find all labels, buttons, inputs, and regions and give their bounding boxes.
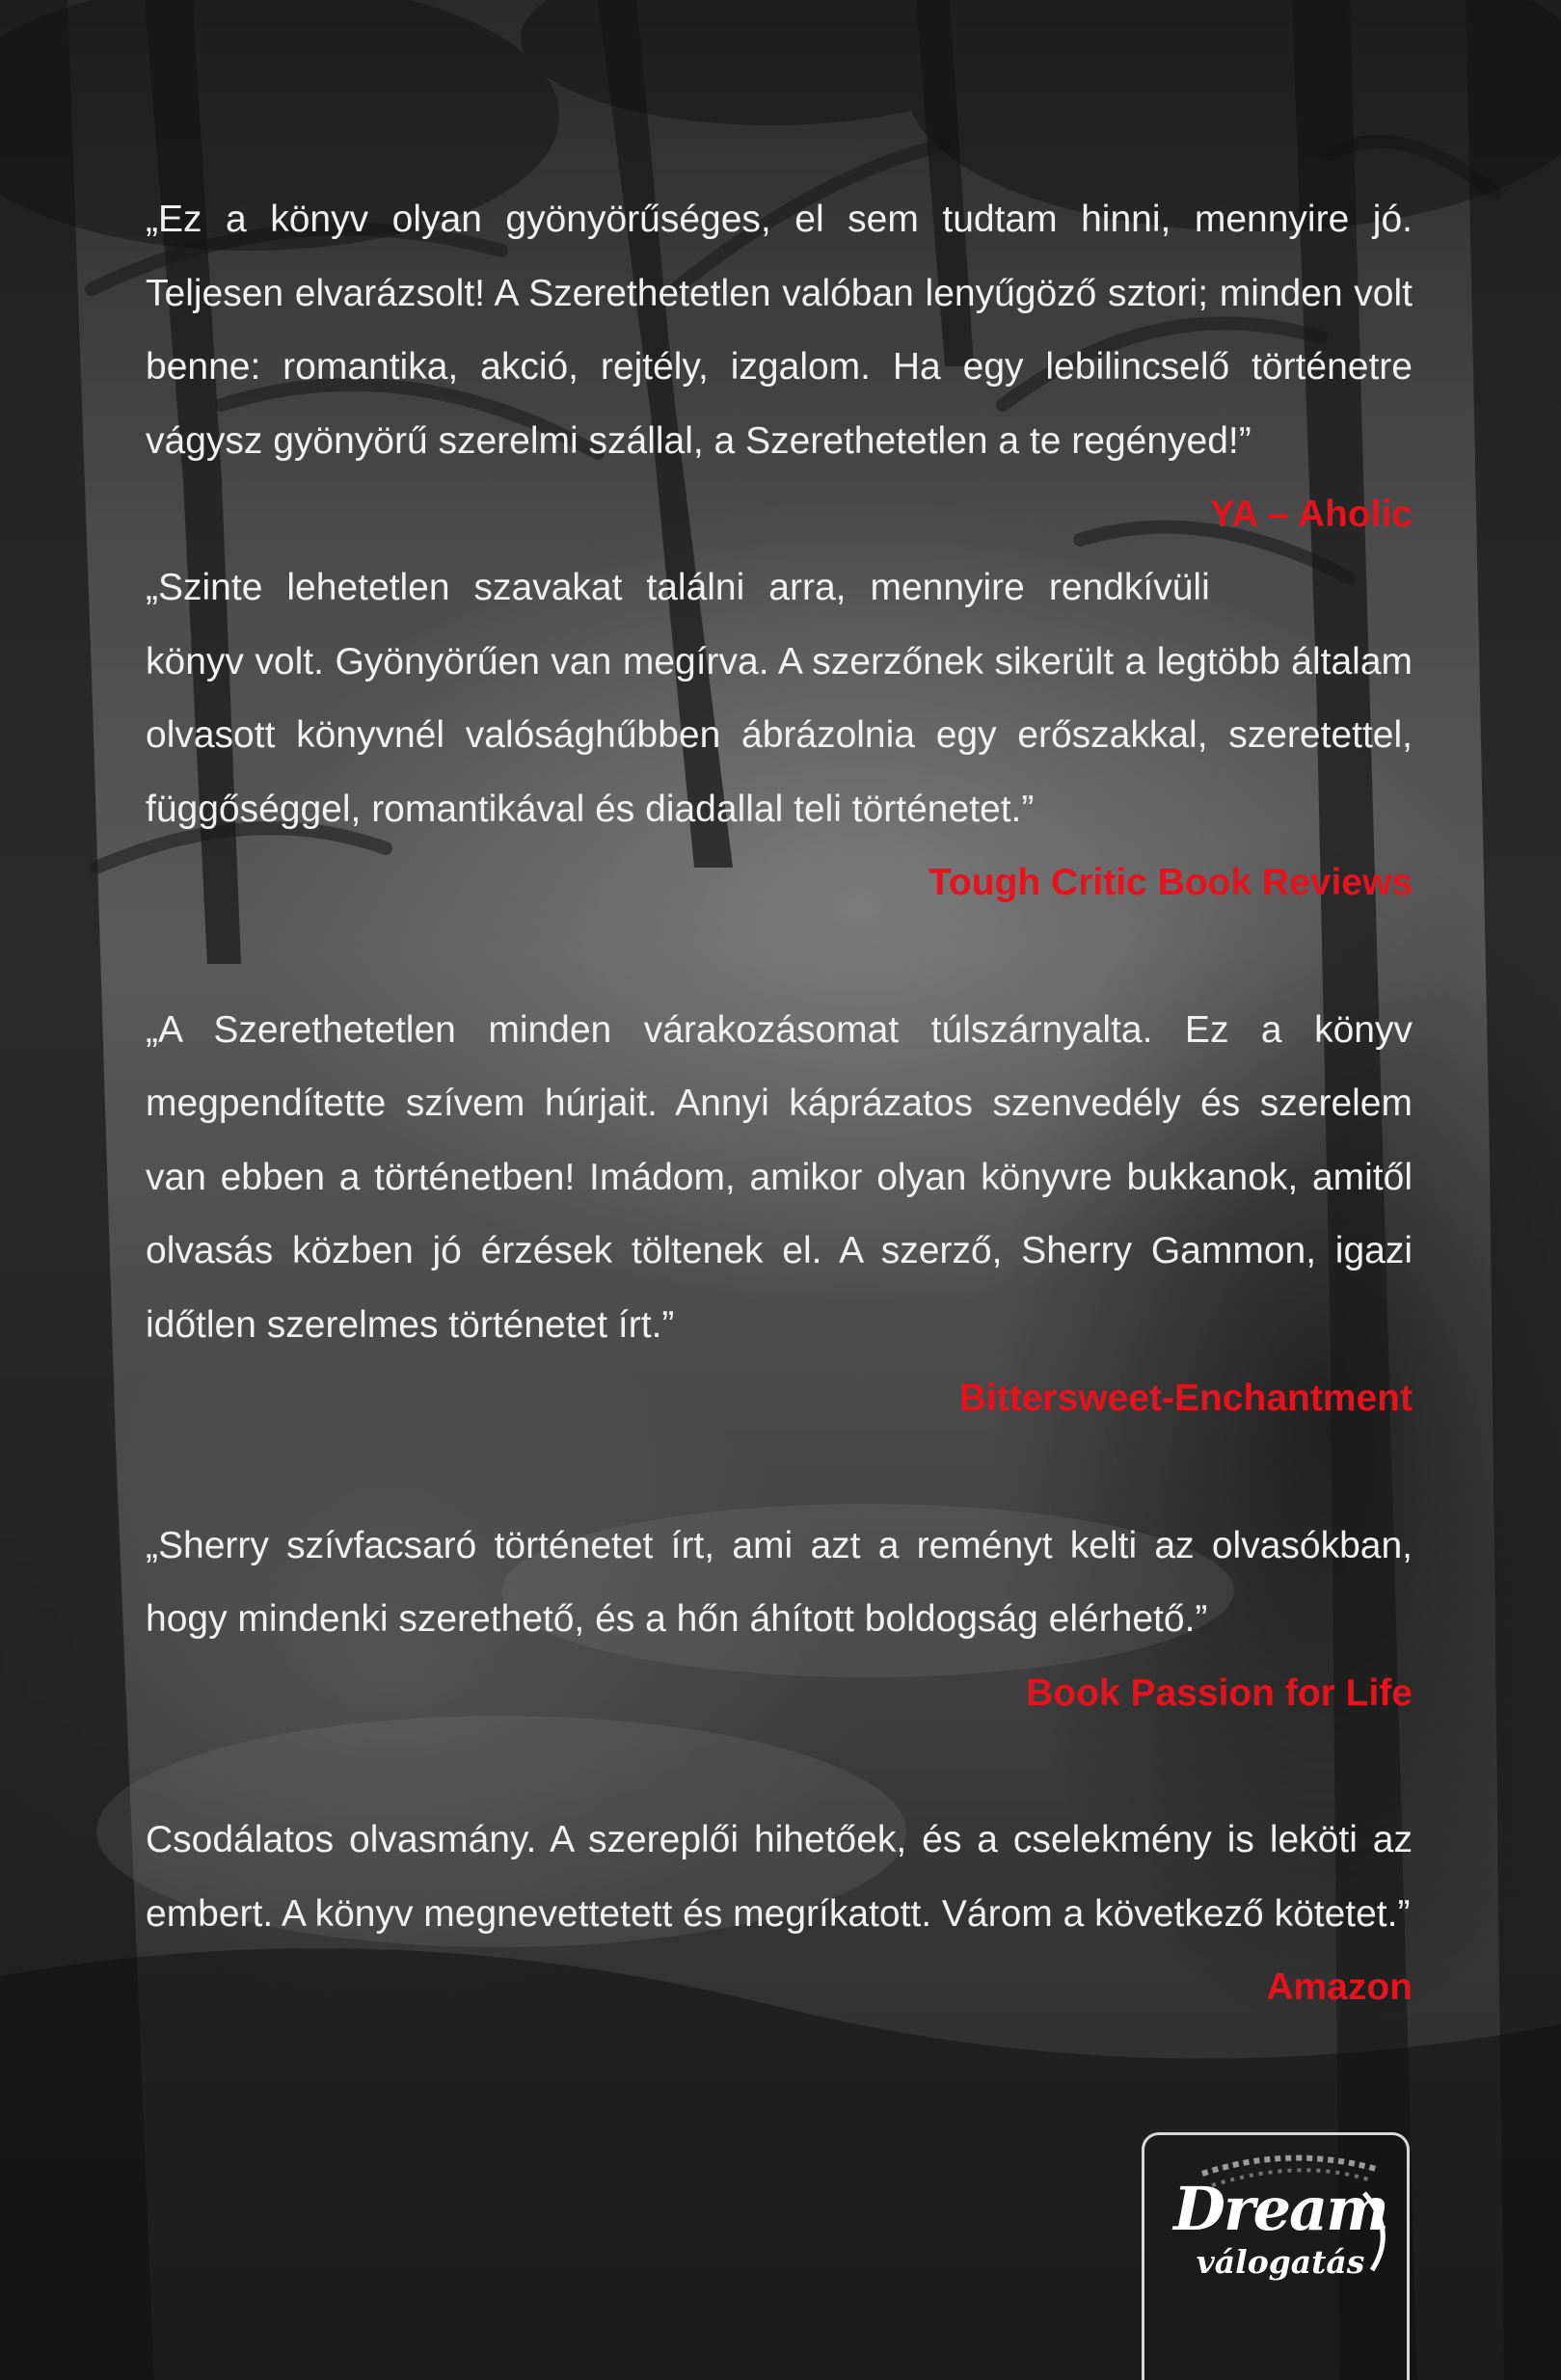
review-quote: „Ez a könyv olyan gyönyörűséges, el sem tudtam hinni, mennyire jó. Teljesen elvarázsolt! A Szerethetetlen valóban lenyűgöző sztori; minden volt benne: romantika, akció, rejtély, izgalom. Ha egy lebilincselő történetre vágysz gyönyörű szerelmi szállal, a Szerethetetlen a te regényed!” YA – Aholic <box>146 183 1413 478</box>
review-quote: „Sherry szívfacsaró történetet írt, ami azt a reményt kelti az olvasókban, hogy mindenki szerethető, és a hőn áhított boldogság elérhető.” <box>146 1524 1413 1640</box>
review-quote: „A Szerethetetlen minden várakozásomat túlszárnyalta. Ez a könyv megpendítette szívem húrjait. Annyi káprázatos szenvedély és szerelem van ebben a történetben! Imádom, amikor olyan könyvre bukkanok, amitől olvasás közben jó érzések töltenek el. A szerző, Sherry Gammon, igazi időtlen szerelmes történetet írt.” <box>146 1008 1413 1346</box>
logo-subtitle: válogatás <box>1196 2243 1365 2281</box>
review-amazon <box>146 1804 1413 2008</box>
review-source: Amazon <box>1266 1966 1413 2008</box>
review-source: Book Passion for Life <box>1026 1671 1413 1714</box>
reviews-block <box>146 183 1413 2025</box>
review-source: YA – Aholic <box>1209 494 1413 535</box>
review-quote: „Szinte lehetetlen szavakat találni arra, mennyire rendkívüli könyv volt. Gyönyörűen van megírva. A szerzőnek sikerült a legtöbb általam olvasott könyvnél valósághűbben ábrázolnia egy erőszakkal, szeretettel, függőséggel, romantikával és diadallal teli történetet.” <box>146 567 1413 830</box>
logo-title: Dream <box>1173 2174 1387 2244</box>
review-source: Tough Critic Book Reviews <box>928 862 1413 903</box>
tree-trunk-far-right <box>1466 0 1561 2380</box>
review-ya-aholic <box>146 183 1413 535</box>
review-bittersweet <box>146 994 1413 1436</box>
review-quote: Csodálatos olvasmány. A szereplői hihetőek, és a cselekmény is leköti az embert. A könyv megnevettetett és megríkatott. Várom a következő kötetet.” Amazon <box>146 1804 1413 1951</box>
review-source: Bittersweet-Enchantment <box>958 1377 1413 1419</box>
review-book-passion <box>146 1510 1413 1731</box>
publisher-logo <box>1142 2132 1410 2380</box>
review-tough-critic <box>146 551 1413 921</box>
